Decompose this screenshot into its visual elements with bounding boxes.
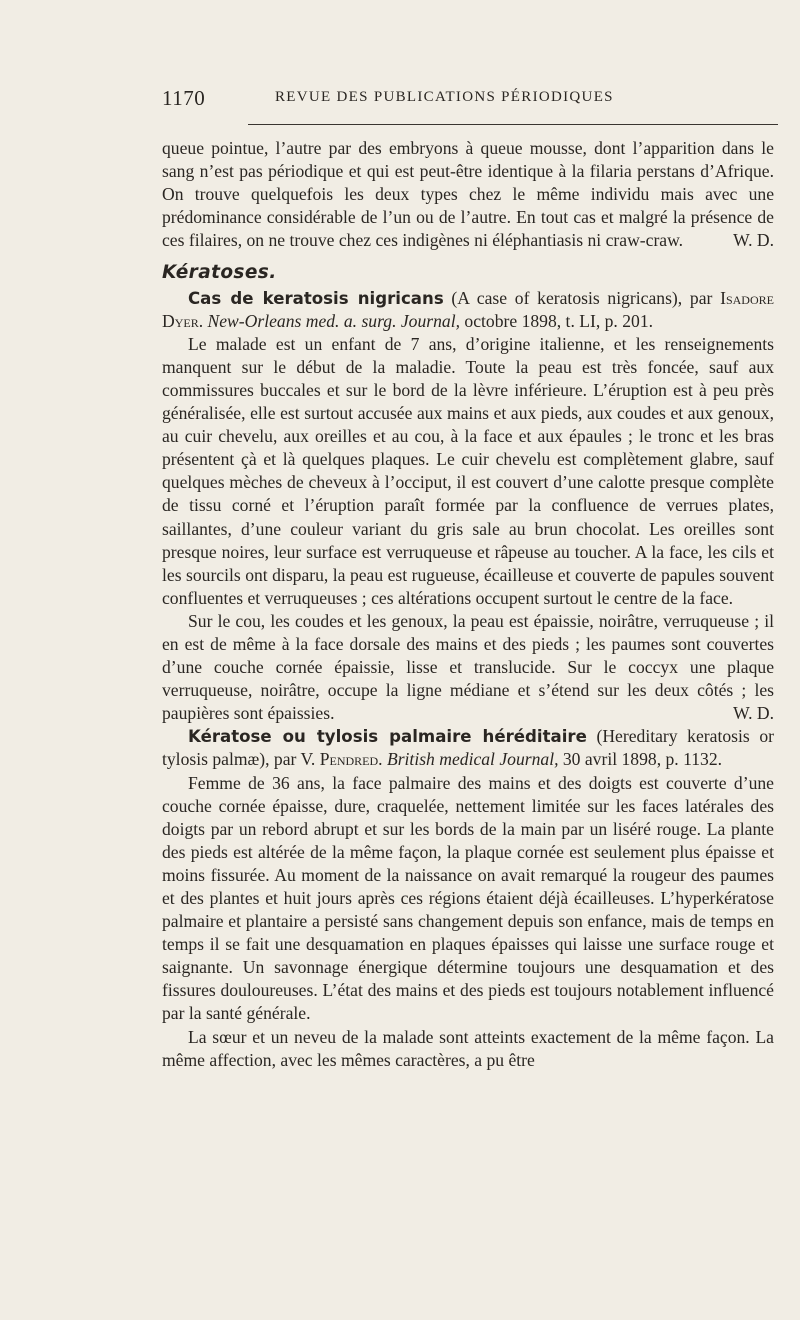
section-heading: Kératoses.	[162, 262, 277, 284]
signature: W. D.	[733, 230, 774, 251]
body-paragraph: Femme de 36 ans, la face palmaire des mains et des doigts est couverte d’une couche cornée épaisse, dure, craquelée, nettement limitée sur les faces latérales des doigts par un rebord abrupt et sur les bords de la main par un liséré rouge. La plante des pieds est altérée de la même façon, la plaque cornée est seulement plus épaisse et moins fissurée. Au moment de la naissance on avait remarqué la rougeur des paumes et des plantes et huit jours après ces régions étaient déjà écailleuses. L’hyperkératose palmaire et plantaire a persisté sans changement depuis son enfance, mais de temps en temps il se fait une desquamation en plaques épaisses qui laisse une surface rouge et saignante. Un savonnage énergique détermine toujours une desquamation et des fissures douloureuses. L’état des mains et des pieds est toujours notablement influencé par la santé générale.	[162, 772, 774, 1024]
article-title: Kératose ou tylosis palmaire héréditaire	[188, 727, 587, 747]
body-paragraph	[162, 610, 774, 725]
signature: W. D.	[733, 703, 774, 724]
journal-name: British medical Journal,	[386, 749, 559, 770]
page-header	[162, 86, 774, 114]
running-title: REVUE DES PUBLICATIONS PÉRIODIQUES	[275, 89, 614, 105]
author-name: Isadore Dyer	[162, 287, 774, 331]
article-citation	[162, 725, 774, 771]
journal-name: New-Orleans med. a. surg. Journal,	[207, 310, 461, 331]
paragraph-text: Sur le cou, les coudes et les genoux, la peau est épaissie, noirâtre, verruqueuse ; il en est de même à la face dorsale des mains et des pieds ; les paumes sont couvertes d’une couche cornée épaissie, lisse et translucide. Sur le coccyx une plaque verruqueuse, noirâtre, occupe la ligne médiane et s’étend sur les deux côtés ; les paupières sont épaissies.	[162, 610, 774, 724]
article-title: Cas de keratosis nigricans	[188, 288, 444, 308]
body-paragraph: Le malade est un enfant de 7 ans, d’origine italienne, et les renseignements manquent sur le début de la maladie. Toute la peau est très foncée, sauf aux commissures buccales et sur le bord de la lèvre inférieure. L’éruption est à peu près généralisée, elle est surtout accusée aux mains et aux pieds, aux coudes et aux genoux, au cuir chevelu, aux oreilles et au cou, à la face et aux épaules ; le tronc et les bras présentent çà et là quelques plaques. Le cuir chevelu est complètement glabre, sauf quelques mèches de cheveux à l’occiput, il est couvert d’une calotte presque complète de tissu corné et l’éruption paraît formée par la confluence de verrues plates, saillantes, d’une couleur variant du gris sale au brun chocolat. Les oreilles sont presque noires, leur surface est verruqueuse et râpeuse au toucher. A la face, les cils et les sourcils ont disparu, la peau est rugueuse, écailleuse et couverte de papules souvent confluentes et verruqueuses ; ces altérations occupent surtout le centre de la face.	[162, 333, 774, 608]
body-paragraph: La sœur et un neveu de la malade sont atteints exactement de la même façon. La même affection, avec les mêmes caractères, a pu être	[162, 1026, 774, 1070]
header-rule	[248, 124, 778, 125]
continuation-paragraph	[162, 137, 774, 252]
page-number: 1170	[162, 86, 206, 110]
citation-details: octobre 1898, t. LI, p. 201.	[460, 310, 654, 331]
citation-separator: .	[198, 310, 208, 331]
english-title: (Hereditary keratosis or tylosis palmæ), par V.	[162, 726, 774, 770]
main-text	[162, 137, 774, 1072]
article-citation	[162, 287, 774, 333]
author-name: Pendred	[319, 749, 379, 770]
continuation-text: queue pointue, l’autre par des embryons à queue mousse, dont l’apparition dans le sang n’est pas périodique et qui est peut-être identique à la filaria perstans d’Afrique. On trouve quelquefois les deux types chez le même individu mais avec une prédominance considérable de l’un ou de l’autre. En tout cas et malgré la présence de ces filaires, on ne trouve chez ces indigènes ni éléphantiasis ni craw-craw.	[162, 138, 774, 251]
citation-details: 30 avril 1898, p. 1132.	[558, 749, 723, 770]
citation-separator: .	[378, 749, 387, 770]
english-title: (A case of keratosis nigricans), par	[443, 287, 721, 308]
